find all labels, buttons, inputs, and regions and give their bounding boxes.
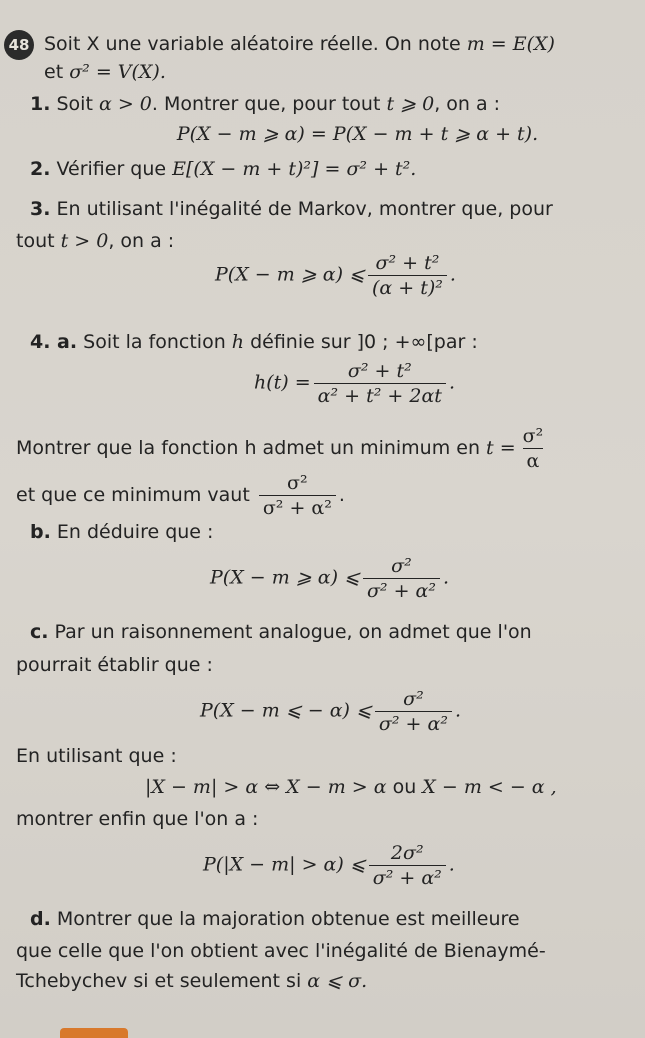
- text: . Montrer que, pour tout: [151, 93, 387, 115]
- formula-lhs: P(|X − m| > α) ⩽: [203, 853, 366, 876]
- question-4d-line-3: [16, 969, 367, 993]
- fraction: [519, 425, 548, 472]
- denominator: σ² + α²: [259, 495, 336, 519]
- intro-line-1: [44, 32, 555, 56]
- formula-lhs: h(t) =: [254, 371, 311, 394]
- question-label: 3.: [30, 198, 51, 220]
- numerator: σ²: [391, 555, 412, 577]
- text: tout: [16, 230, 61, 252]
- text: Soit: [50, 93, 99, 115]
- denominator: α² + t² + 2αt: [314, 383, 446, 407]
- formula-lhs: P(X − m ⩾ α) ⩽: [210, 566, 360, 589]
- text: Tchebychev si et seulement si: [16, 970, 308, 992]
- question-1: [30, 92, 500, 116]
- numerator: σ² + t²: [375, 252, 440, 274]
- denominator: σ² + α²: [369, 865, 446, 889]
- formula-q4c: [200, 688, 461, 735]
- denominator: σ² + α²: [375, 711, 452, 735]
- math-expression: E[(X − m + t)²] = σ² + t².: [172, 158, 417, 180]
- text: Soit la fonction: [77, 331, 232, 353]
- minimum-line: [16, 425, 550, 472]
- question-3-line-1: [30, 197, 553, 221]
- question-4c-line-1: [30, 620, 532, 644]
- question-label: c.: [30, 621, 49, 643]
- text: Montrer que la fonction h admet un minimum en: [16, 437, 487, 459]
- text: Vérifier que: [50, 158, 173, 180]
- intro-line-2: [44, 60, 166, 84]
- math-expression: h: [231, 331, 245, 353]
- question-label: b.: [30, 521, 51, 543]
- page-number-tab: [60, 1028, 128, 1038]
- fraction: [314, 360, 446, 407]
- question-label: d.: [30, 908, 51, 930]
- punctuation: .: [338, 484, 345, 506]
- intro-text: et: [44, 61, 70, 83]
- question-4b: [30, 520, 213, 544]
- question-3-line-2: [16, 229, 174, 253]
- finally-line: montrer enfin que l'on a :: [16, 808, 259, 830]
- denominator: (α + t)²: [368, 275, 447, 299]
- question-label: 1.: [30, 93, 51, 115]
- formula-lhs: P(X − m ⩽ − α) ⩽: [200, 699, 372, 722]
- text: En utilisant l'inégalité de Markov, montrer que, pour: [50, 198, 553, 220]
- minimum-value-line: [16, 472, 345, 519]
- text: Montrer que la majoration obtenue est meilleure: [50, 908, 520, 930]
- text: , on a :: [108, 230, 175, 252]
- formula-final: [203, 842, 455, 889]
- formula-q4b: [210, 555, 449, 602]
- text: définie sur ]0 ; +∞[par :: [244, 331, 478, 353]
- numerator: σ²: [403, 688, 424, 710]
- denominator: σ² + α²: [363, 578, 440, 602]
- text: Par un raisonnement analogue, on admet que l'on: [48, 621, 532, 643]
- fraction: [368, 252, 447, 299]
- fraction: [375, 688, 452, 735]
- math-expression: α > 0: [98, 93, 152, 115]
- punctuation: .: [448, 371, 455, 394]
- formula-h: [254, 360, 455, 407]
- numerator: σ² + t²: [347, 360, 412, 382]
- math-expression: X − m < − α ,: [422, 776, 557, 798]
- question-4d-line-2: que celle que l'on obtient avec l'inégalité de Bienaymé-: [16, 940, 546, 962]
- math-expression: t =: [486, 437, 516, 459]
- math-expression: t ⩾ 0: [386, 93, 435, 115]
- formula-lhs: P(X − m ⩾ α) ⩽: [215, 263, 365, 286]
- question-label: 4. a.: [30, 331, 78, 353]
- text: et que ce minimum vaut: [16, 484, 256, 506]
- intro-text: Soit X une variable aléatoire réelle. On note: [44, 33, 467, 55]
- using-line: En utilisant que :: [16, 745, 177, 767]
- text: En déduire que :: [50, 521, 214, 543]
- math-expression: t > 0: [60, 230, 109, 252]
- math-expression: α ⩽ σ.: [307, 970, 368, 992]
- denominator: α: [523, 448, 544, 472]
- question-4a: [30, 330, 478, 354]
- punctuation: .: [448, 853, 455, 876]
- question-2: [30, 157, 416, 181]
- text: ou: [386, 776, 423, 798]
- numerator: 2σ²: [390, 842, 424, 864]
- formula-q3: [215, 252, 456, 299]
- question-4c-line-2: pourrait établir que :: [16, 654, 213, 676]
- math-expression: |X − m| > α ⇔ X − m > α: [145, 776, 387, 798]
- formula-q1: P(X − m ⩾ α) = P(X − m + t ⩾ α + t).: [176, 123, 539, 145]
- numerator: σ²: [522, 425, 544, 447]
- question-4d-line-1: [30, 907, 520, 931]
- equivalence-line: [145, 775, 557, 799]
- question-label: 2.: [30, 158, 51, 180]
- fraction: [369, 842, 446, 889]
- punctuation: .: [454, 699, 461, 722]
- numerator: σ²: [287, 472, 308, 494]
- exercise-number-badge: 48: [4, 30, 34, 60]
- fraction: [259, 472, 336, 519]
- punctuation: .: [443, 566, 450, 589]
- punctuation: .: [449, 263, 456, 286]
- math-expression: m = E(X): [466, 33, 555, 55]
- fraction: [363, 555, 440, 602]
- text: , on a :: [434, 93, 501, 115]
- math-expression: σ² = V(X).: [69, 61, 166, 83]
